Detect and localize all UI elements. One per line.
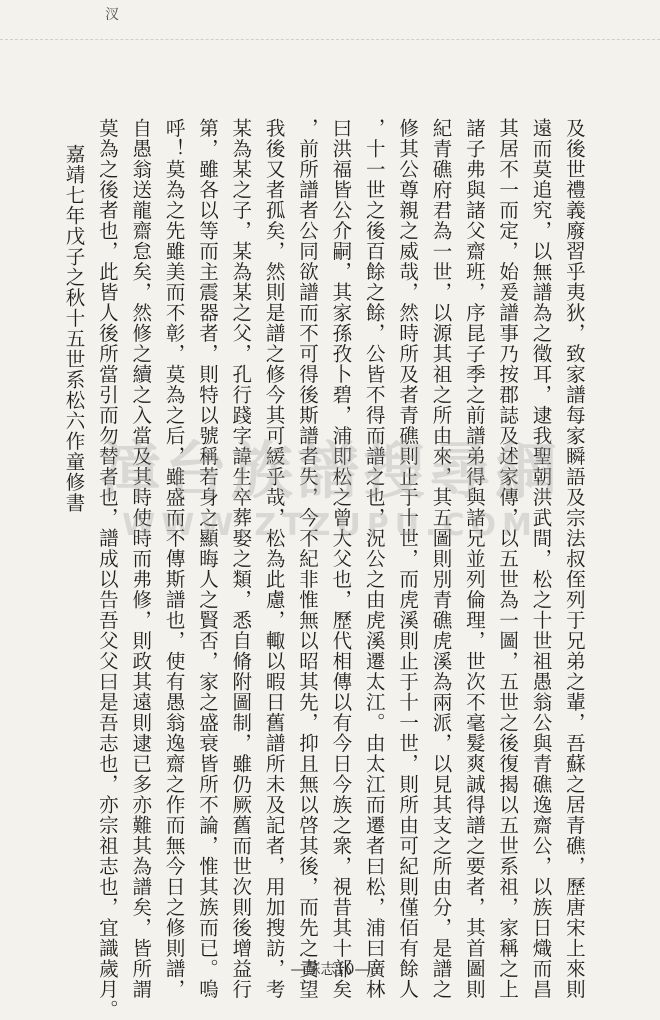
text-column-12: 第，雖各以等而主震器者，則特以號稱若身之顯晦人之賢否，家之盛衰皆所不論，惟其族而已。嗚 [195, 118, 219, 1000]
text-column-6: 修其公尊親之威哉，然時所及者青礁則止于十世，而虎溪則止于十一世，則所由可紀則僅佰有餘人 [396, 118, 420, 1000]
text-column-2: 遠而莫追究，以無譜為之徵耳，逮我聖朝洪武間，松之十世祖愚翁公與青礁逸齋公，以族日熾而昌 [529, 118, 553, 1000]
text-column-3: 其居不一而定，始爰譜事乃按郡誌及述家傳，以五世為一圖，五世之後復揭以五世系祖，家稱之上 [496, 118, 520, 1000]
text-column-13: 呼！莫為之先雖美而不彰，莫為之后，雖盛而不傳斯譜也，使有愚翁逸齋之作而無今日之修則譜， [162, 118, 186, 1000]
text-column-14: 自愚翁送龍齋怠矣，然修之續之入當及其時使時而弗修，則政其遠則逮已多亦難其為譜矣，皆所謂 [129, 118, 153, 1000]
text-column-15: 莫為之後者也，此皆人後所當引而勿替者也，譜成以告吾父父曰是吾志也，亦宗祖志也，宜識歲月。 [95, 118, 119, 1020]
signature-column: 嘉靖七年戊子之秋十五世系松六作童修書 [62, 144, 86, 513]
watermark-title: 漳台族譜搜尋網 [98, 434, 561, 507]
text-column-4: 諸子弗與諸父齋班，序昆子季之前譜弟得與諸兄並列倫理，世次不毫髮爽誠得譜之要者，其首圖則 [462, 118, 486, 1000]
text-column-11: 某為某之子，某為某之父，孔行踐字諱生卒葬娶之類，悉自脩附圖制，雖仍厥舊而世次則後增益行 [229, 118, 253, 1000]
text-column-9: ，前所譜者公同欲譜而不可得後斯譜者失，今不紀非惟無以昭其先，抑且無以啓其後，而先之責望 [296, 118, 320, 1000]
watermark-url: WWW.ZTZUPU.COM [122, 508, 538, 543]
top-edge-rule [0, 0, 660, 40]
text-column-1: 及後世禮義廢習乎夷狄，致家譜每家瞬語及宗法叔侄列于兄弟之輩，吾蘇之居青礁，歷唐宋上來則 [562, 118, 586, 1000]
text-column-7: ，十一世之後百餘之餘，公皆不得而譜之也，況公之由虎溪遷太江。由太江而遷者曰松，浦曰廣林 [362, 118, 386, 1000]
page-number: —蘇志10— [290, 960, 370, 978]
text-column-10: 我後又者孤矣，然則是譜之修今其可緩乎哉，松為此慮，輙以暇日舊譜所未及記者，用加搜訪，考 [262, 118, 286, 1000]
text-column-5: 紀青礁府君為一世，以源其祖之所由來，其五圖則別青礁虎溪為兩派，以見其支之所由分，是譜之 [429, 118, 453, 1000]
corner-mark: 汊 [105, 7, 119, 23]
text-column-8: 曰洪福皆公介嗣，其家孫孜卜碧，浦即松之曾大父也，歷代相傳以有今日今族之衆，視昔其十部矣 [329, 118, 353, 1000]
